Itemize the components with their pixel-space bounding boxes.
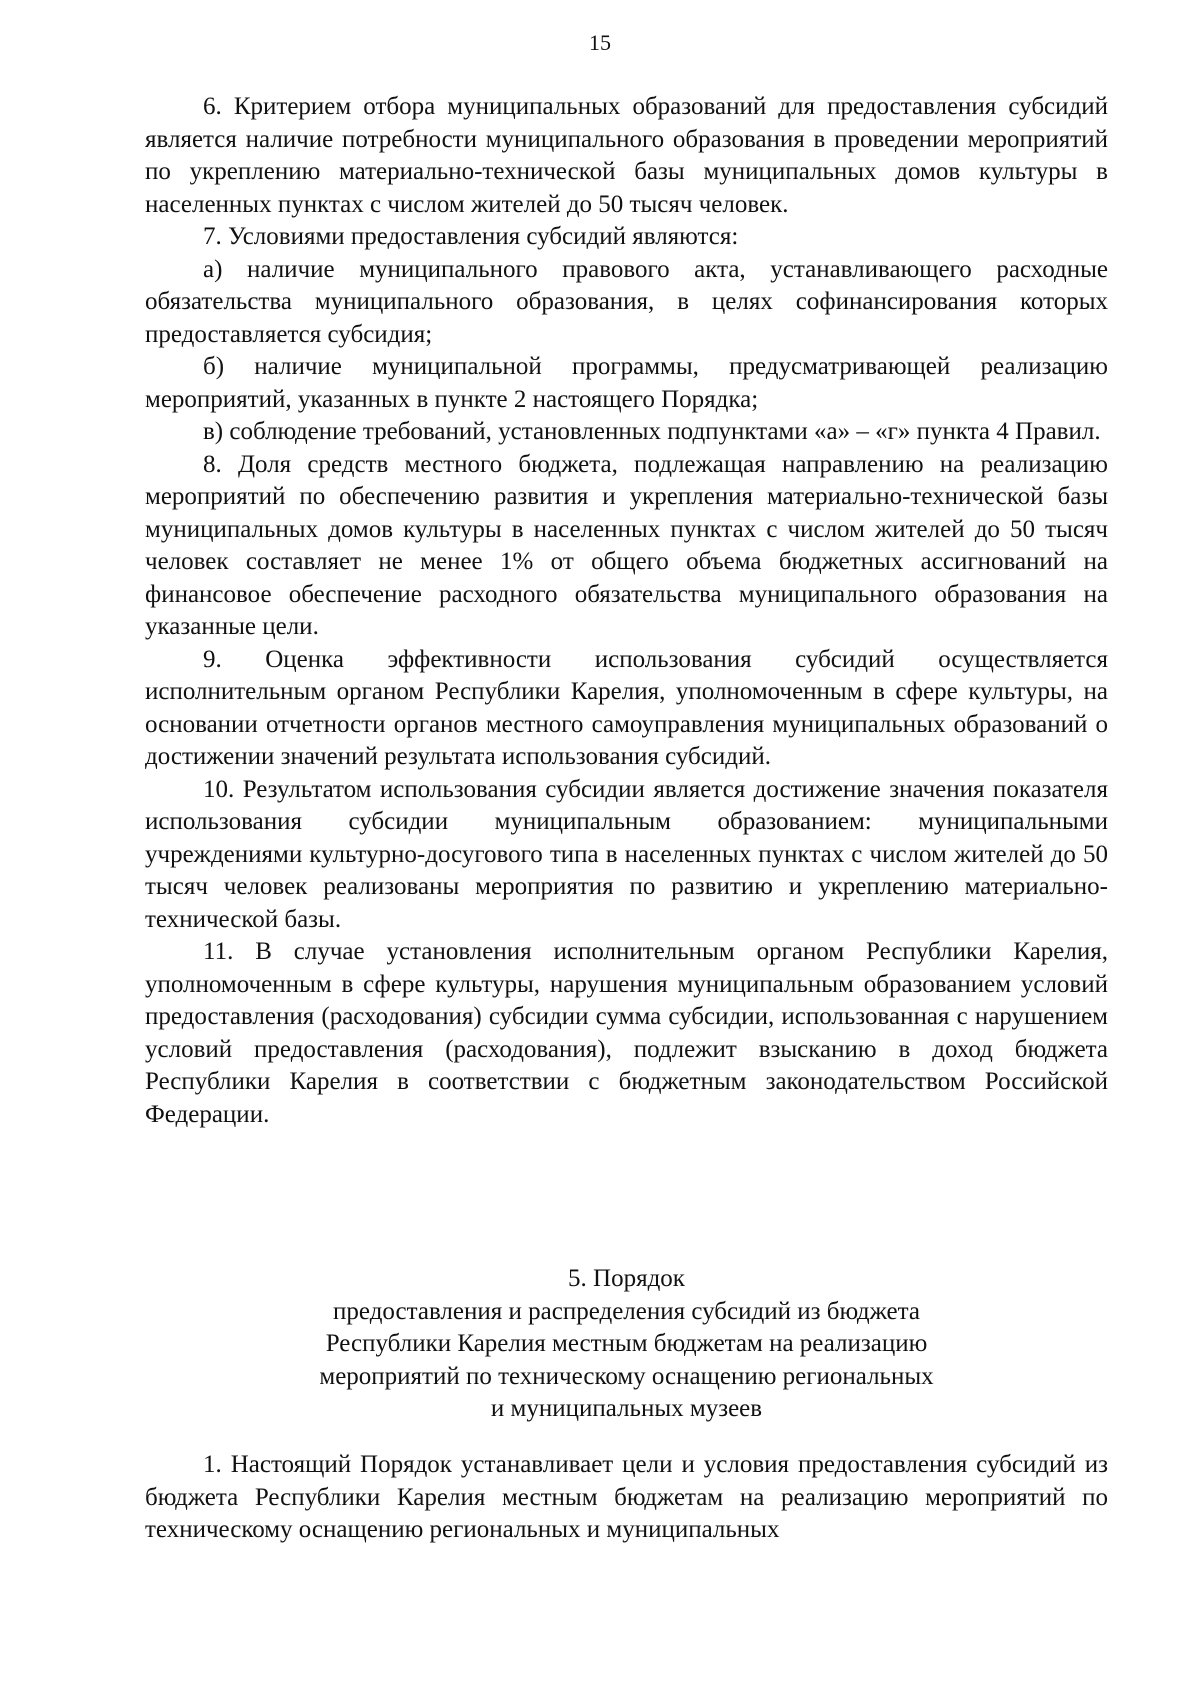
paragraph-10: 10. Результатом использования субсидии является достижение значения показателя использования субсидии муниципальным образованием: муниципальными учреждениями культурно-досугового типа в населенных пунктах с числом жителей до 50 тысяч человек реализованы мероприятия по развитию и укреплению материально-технической базы. (145, 775, 1108, 933)
paragraph-7b: б) наличие муниципальной программы, предусматривающей реализацию мероприятий, указанных в пункте 2 настоящего Порядка; (145, 353, 1108, 413)
section-heading (145, 1263, 1108, 1426)
body-text-bottom (145, 1449, 1108, 1547)
section-heading-line-3: Республики Карелия местным бюджетам на реализацию (325, 1330, 928, 1357)
body-text-top (145, 91, 1108, 1131)
paragraph-9: 9. Оценка эффективности использования субсидий осуществляется исполнительным органом Республики Карелия, уполномоченным в сфере культуры, на основании отчетности органов местного самоуправления муниципальных образований о достижении значений результата использования субсидий. (145, 645, 1108, 770)
section-heading-line-5: и муниципальных музеев (490, 1395, 763, 1422)
paragraph-7v: в) соблюдение требований, установленных подпунктами «а» – «г» пункта 4 Правил. (203, 418, 1101, 445)
paragraph-6: 6. Критерием отбора муниципальных образований для предоставления субсидий является наличие потребности муниципального образования в проведении мероприятий по укреплению материально-технической базы муниципальных домов культуры в населенных пунктах с числом жителей до 50 тысяч человек. (145, 93, 1108, 218)
section-heading-line-4: мероприятий по техническому оснащению региональных (319, 1362, 934, 1390)
page-number: 15 (589, 30, 611, 55)
section-5-paragraph-1: 1. Настоящий Порядок устанавливает цели и условия предоставления субсидий из бюджета Республики Карелия местным бюджетам на реализацию мероприятий по техническому оснащению региональных и муниципальных (145, 1451, 1108, 1543)
paragraph-11: 11. В случае установления исполнительным органом Республики Карелия, уполномоченным в сфере культуры, нарушения муниципальным образованием условий предоставления (расходования) субсидии сумма субсидии, использованная с нарушением условий предоставления (расходования), подлежит взысканию в доход бюджета Республики Карелия в соответствии с бюджетным законодательством Российской Федерации. (145, 938, 1108, 1128)
paragraph-8: 8. Доля средств местного бюджета, подлежащая направлению на реализацию мероприятий по обеспечению развития и укрепления материально-технической базы муниципальных домов культуры в населенных пунктах с числом жителей до 50 тысяч человек составляет не менее 1% от общего объема бюджетных ассигнований на финансовое обеспечение расходного обязательства муниципального образования на указанные цели. (145, 450, 1108, 640)
section-heading-line-1: 5. Порядок (568, 1265, 685, 1292)
section-heading-line-2: предоставления и распределения субсидий из бюджета (333, 1297, 920, 1325)
paragraph-7: 7. Условиями предоставления субсидий являются: (203, 223, 739, 250)
paragraph-7a: а) наличие муниципального правового акта, устанавливающего расходные обязательства муниципального образования, в целях софинансирования которых предоставляется субсидия; (145, 255, 1108, 348)
